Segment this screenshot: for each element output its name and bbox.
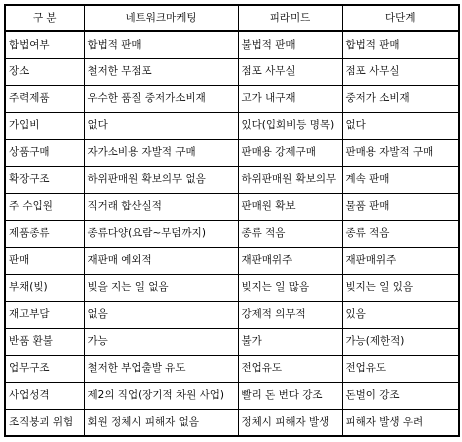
multi-level-cell: 빚지는 일 있음	[342, 274, 459, 301]
network-marketing-cell: 빚을 지는 일 없음	[84, 274, 238, 301]
row-label: 제품종류	[5, 220, 84, 247]
network-marketing-cell: 재판매 예외적	[84, 247, 238, 274]
network-marketing-cell: 하위판매원 확보의무 없음	[84, 166, 238, 193]
header-network-marketing: 네트워크마케팅	[84, 5, 238, 31]
table-body	[5, 31, 459, 436]
pyramid-cell: 고가 내구재	[238, 85, 342, 112]
table-row	[5, 328, 459, 355]
row-label: 장소	[5, 58, 84, 85]
row-label: 확장구조	[5, 166, 84, 193]
network-marketing-cell: 없다	[84, 112, 238, 139]
network-marketing-cell: 가능	[84, 328, 238, 355]
multi-level-cell: 점포 사무실	[342, 58, 459, 85]
multi-level-cell: 가능(제한적)	[342, 328, 459, 355]
multi-level-cell: 계속 판매	[342, 166, 459, 193]
table-row	[5, 139, 459, 166]
multi-level-cell: 피해자 발생 우려	[342, 409, 459, 436]
table-row	[5, 85, 459, 112]
row-label: 주력제품	[5, 85, 84, 112]
comparison-table-container	[4, 4, 458, 436]
multi-level-cell: 합법적 판매	[342, 31, 459, 58]
pyramid-cell: 빨리 돈 번다 강조	[238, 382, 342, 409]
multi-level-cell: 돈벌이 강조	[342, 382, 459, 409]
network-marketing-cell: 우수한 품질 중저가소비재	[84, 85, 238, 112]
row-label: 가입비	[5, 112, 84, 139]
multi-level-cell: 있음	[342, 301, 459, 328]
pyramid-cell: 재판매위주	[238, 247, 342, 274]
header-multi-level: 다단계	[342, 5, 459, 31]
pyramid-cell: 전업유도	[238, 355, 342, 382]
table-row	[5, 382, 459, 409]
table-row	[5, 274, 459, 301]
row-label: 상품구매	[5, 139, 84, 166]
network-marketing-cell: 합법적 판매	[84, 31, 238, 58]
table-row	[5, 112, 459, 139]
table-row	[5, 247, 459, 274]
row-label: 판매	[5, 247, 84, 274]
network-marketing-cell: 철저한 부업출발 유도	[84, 355, 238, 382]
row-label: 조직붕괴 위험	[5, 409, 84, 436]
table-row	[5, 193, 459, 220]
network-marketing-cell: 종류다양(요람~무덤까지)	[84, 220, 238, 247]
row-label: 업무구조	[5, 355, 84, 382]
pyramid-cell: 있다(입회비등 명목)	[238, 112, 342, 139]
row-label: 부채(빚)	[5, 274, 84, 301]
network-marketing-cell: 회원 정체시 피해자 없음	[84, 409, 238, 436]
table-row	[5, 409, 459, 436]
multi-level-cell: 종류 적음	[342, 220, 459, 247]
table-row	[5, 355, 459, 382]
pyramid-cell: 판매용 강제구매	[238, 139, 342, 166]
header-category: 구 분	[5, 5, 84, 31]
network-marketing-cell: 철저한 무점포	[84, 58, 238, 85]
network-marketing-cell: 직거래 합산실적	[84, 193, 238, 220]
multi-level-cell: 없다	[342, 112, 459, 139]
multi-level-cell: 중저가 소비재	[342, 85, 459, 112]
network-marketing-cell: 없음	[84, 301, 238, 328]
row-label: 합법여부	[5, 31, 84, 58]
multi-level-cell: 판매용 자발적 구매	[342, 139, 459, 166]
multi-level-cell: 재판매위주	[342, 247, 459, 274]
table-row	[5, 31, 459, 58]
network-marketing-cell: 제2의 직업(장기적 차원 사업)	[84, 382, 238, 409]
pyramid-cell: 정체시 피해자 발생	[238, 409, 342, 436]
row-label: 재고부담	[5, 301, 84, 328]
pyramid-cell: 불가	[238, 328, 342, 355]
row-label: 주 수입원	[5, 193, 84, 220]
table-row	[5, 220, 459, 247]
network-marketing-cell: 자가소비용 자발적 구매	[84, 139, 238, 166]
table-row	[5, 58, 459, 85]
multi-level-cell: 물품 판매	[342, 193, 459, 220]
multi-level-cell: 전업유도	[342, 355, 459, 382]
pyramid-cell: 빚지는 일 많음	[238, 274, 342, 301]
header-row	[5, 5, 459, 31]
pyramid-cell: 판매원 확보	[238, 193, 342, 220]
header-pyramid: 피라미드	[238, 5, 342, 31]
comparison-table	[4, 4, 460, 437]
pyramid-cell: 하위판매원 확보의무	[238, 166, 342, 193]
pyramid-cell: 강제적 의무적	[238, 301, 342, 328]
row-label: 반품 환불	[5, 328, 84, 355]
table-row	[5, 166, 459, 193]
row-label: 사업성격	[5, 382, 84, 409]
table-row	[5, 301, 459, 328]
pyramid-cell: 점포 사무실	[238, 58, 342, 85]
pyramid-cell: 불법적 판매	[238, 31, 342, 58]
pyramid-cell: 종류 적음	[238, 220, 342, 247]
